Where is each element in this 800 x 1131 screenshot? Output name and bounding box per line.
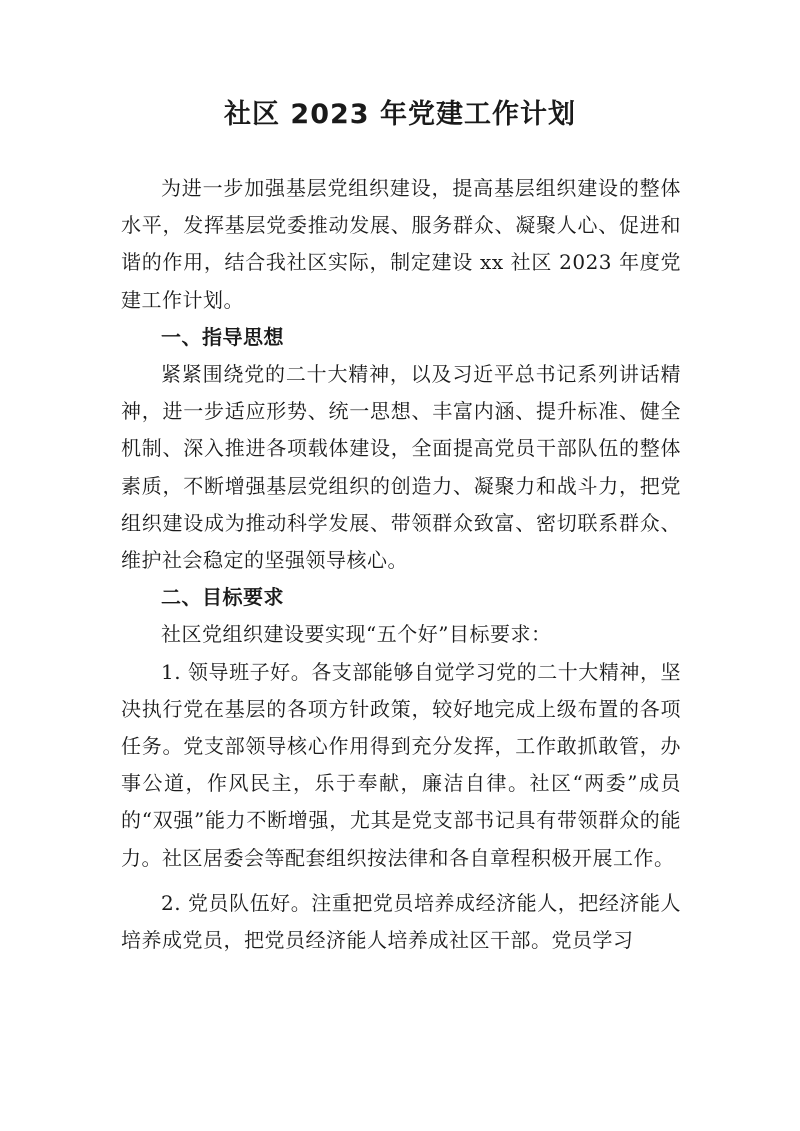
goal-item-leadership: 1. 领导班子好。各支部能够自觉学习党的二十大精神，坚决执行党在基层的各项方针政策，较好地完成上级布置的各项任务。党支部领导核心作用得到充分发挥，工作敢抓敢管，办事公道，作风民主，乐于奉献，廉洁自律。社区“两委”成员的“双强”能力不断增强，尤其是党支部书记具有带领群众的能力。社区居委会等配套组织按法律和各自章程积极开展工作。	[121, 659, 681, 870]
guiding-ideology-paragraph: 紧紧围绕党的二十大精神，以及习近平总书记系列讲话精神，进一步适应形势、统一思想、丰富内涵、提升标准、健全机制、深入推进各项载体建设，全面提高党员干部队伍的整体素质，不断增强基层党组织的创造力、凝聚力和战斗力，把党组织建设成为推动科学发展、带领群众致富、密切联系群众、维护社会稳定的坚强领导核心。	[121, 362, 681, 573]
goal-item-party-members: 2. 党员队伍好。注重把党员培养成经济能人，把经济能人培养成党员，把党员经济能人培养成社区干部。党员学习	[121, 890, 681, 953]
section-heading-guiding-ideology: 一、指导思想	[161, 324, 284, 349]
intro-paragraph: 为进一步加强基层党组织建设，提高基层组织建设的整体水平，发挥基层党委推动发展、服务群众、凝聚人心、促进和谐的作用，结合我社区实际，制定建设 xx 社区 2023 年度党建工作计划。	[121, 176, 681, 312]
document-title: 社区 2023 年党建工作计划	[224, 99, 576, 130]
goals-intro-paragraph: 社区党组织建设要实现“五个好”目标要求：	[161, 622, 552, 647]
document-body	[121, 170, 681, 959]
section-heading-goals: 二、目标要求	[161, 585, 284, 610]
